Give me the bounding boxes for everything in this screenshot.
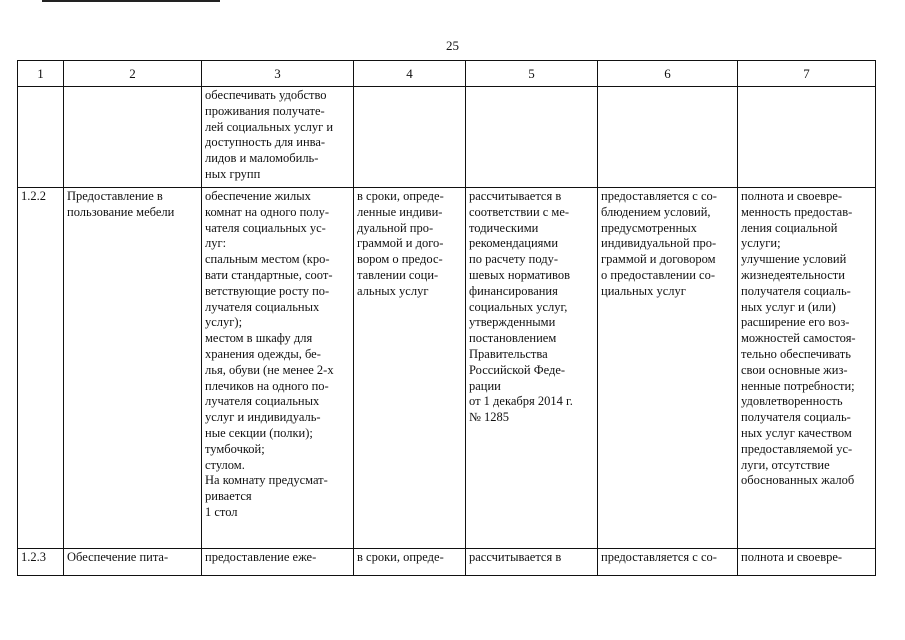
cell-text-line: в сроки, опреде-: [357, 550, 444, 564]
cell-text-line: предоставление еже-: [205, 550, 317, 564]
terms-cell: [354, 549, 466, 576]
norm-cell: [466, 188, 598, 549]
service-name-cell: [64, 87, 202, 188]
cell-text-line: На комнату предусмат-: [205, 473, 328, 488]
cell-text-line: хранения одежды, бе-: [205, 346, 321, 361]
cell-text-line: обеспечение жилых: [205, 189, 311, 203]
page-number: 25: [446, 38, 459, 53]
row-number-cell: [18, 87, 64, 188]
cell-text-line: менность предостав-: [741, 204, 853, 219]
cell-text-line: лучателя социальных: [205, 299, 320, 314]
content-cell: [202, 549, 354, 576]
cell-text-line: предоставляется с со-: [601, 189, 717, 203]
cell-text-line: услуг и индивидуаль-: [205, 410, 321, 425]
cell-text-line: лучателя социальных: [205, 394, 320, 409]
cell-text-line: постановлением: [469, 331, 557, 346]
cell-text-line: граммой и дого-: [357, 236, 444, 251]
conditions-cell: [598, 549, 738, 576]
quality-cell: [738, 188, 876, 549]
cell-text-line: плечиков на одного по-: [205, 378, 329, 393]
cell-text-line: рассчитывается в: [469, 189, 562, 203]
top-rule: [42, 0, 220, 2]
cell-text-line: обоснованных жалоб: [741, 473, 855, 488]
cell-text-line: дуальной про-: [357, 220, 434, 235]
terms-cell: [354, 87, 466, 188]
header-cell: 1: [18, 61, 64, 87]
cell-text-line: услуги;: [741, 236, 781, 251]
cell-text-line: ветствующие росту по-: [205, 283, 330, 298]
cell-text-line: комнат на одного полу-: [205, 204, 330, 219]
cell-text-line: луг:: [205, 236, 227, 251]
cell-text-line: рекомендациями: [469, 236, 559, 251]
cell-text-line: ных услуг качеством: [741, 425, 852, 440]
cell-text-line: от 1 декабря 2014 г.: [469, 394, 573, 409]
services-table: [17, 60, 876, 576]
content-cell: [202, 188, 354, 549]
terms-cell: [354, 188, 466, 549]
header-cell: 5: [466, 61, 598, 87]
cell-text-line: можностей самостоя-: [741, 331, 856, 346]
cell-text-line: полнота и своевре-: [741, 189, 843, 203]
cell-text-line: улучшение условий: [741, 252, 847, 267]
cell-text-line: проживания получате-: [205, 103, 325, 118]
content-cell: [202, 87, 354, 188]
cell-text-line: индивидуальной про-: [601, 236, 717, 251]
cell-text-line: рации: [469, 378, 501, 393]
header-cell: 6: [598, 61, 738, 87]
cell-text-line: обеспечивать удобство: [205, 88, 327, 102]
cell-text-line: жизнедеятельности: [741, 267, 845, 282]
cell-text-line: лья, обуви (не менее 2-х: [205, 362, 334, 377]
cell-text-line: граммой и договором: [601, 252, 716, 267]
cell-text-line: в сроки, опреде-: [357, 189, 444, 203]
cell-text-line: утвержденными: [469, 315, 556, 330]
conditions-cell: [598, 188, 738, 549]
cell-text-line: удовлетворенность: [741, 394, 843, 409]
cell-text-line: доступность для инва-: [205, 135, 326, 150]
norm-cell: [466, 87, 598, 188]
cell-text-line: стулом.: [205, 457, 245, 472]
cell-text-line: шевых нормативов: [469, 267, 571, 282]
conditions-cell: [598, 87, 738, 188]
quality-cell: [738, 549, 876, 576]
cell-text-line: № 1285: [469, 410, 510, 425]
cell-text-line: услуг);: [205, 315, 243, 330]
cell-text-line: тавлении соци-: [357, 267, 439, 282]
cell-text-line: ненные потребности;: [741, 378, 855, 393]
cell-text-line: полнота и своевре-: [741, 550, 843, 564]
header-cell: 7: [738, 61, 876, 87]
cell-text-line: чателя социальных ус-: [205, 220, 326, 235]
service-name-cell: [64, 549, 202, 576]
cell-text-line: альных услуг: [357, 283, 429, 298]
cell-text-line: расширение его воз-: [741, 315, 850, 330]
cell-text-line: соответствии с ме-: [469, 204, 570, 219]
cell-text-line: Предоставление в: [67, 189, 163, 203]
cell-text-line: местом в шкафу для: [205, 331, 313, 346]
cell-text-line: ления социальной: [741, 220, 838, 235]
cell-text-line: ные секции (полки);: [205, 425, 313, 440]
cell-text-line: о предоставлении со-: [601, 267, 716, 282]
norm-cell: [466, 549, 598, 576]
cell-text-line: получателя социаль-: [741, 283, 851, 298]
cell-text-line: предоставляемой ус-: [741, 441, 853, 456]
quality-cell: [738, 87, 876, 188]
table-row: [18, 87, 876, 188]
cell-text-line: тельно обеспечивать: [741, 346, 851, 361]
cell-text-line: спальным местом (кро-: [205, 252, 330, 267]
cell-text-line: ленные индиви-: [357, 204, 443, 219]
cell-text-line: вором о предос-: [357, 252, 443, 267]
cell-text-line: тодическими: [469, 220, 539, 235]
table-header-row: [18, 61, 876, 87]
cell-text-line: предусмотренных: [601, 220, 697, 235]
cell-text-line: ных групп: [205, 166, 261, 181]
table-row: [18, 549, 876, 576]
header-cell: 3: [202, 61, 354, 87]
cell-text-line: блюдением условий,: [601, 204, 711, 219]
row-number-cell: 1.2.3: [18, 549, 64, 576]
cell-text-line: Правительства: [469, 346, 548, 361]
cell-text-line: лей социальных услуг и: [205, 119, 334, 134]
row-number-cell: 1.2.2: [18, 188, 64, 549]
cell-text-line: по расчету поду-: [469, 252, 559, 267]
cell-text-line: луги, отсутствие: [741, 457, 830, 472]
header-cell: 2: [64, 61, 202, 87]
cell-text-line: рассчитывается в: [469, 550, 562, 564]
cell-text-line: тумбочкой;: [205, 441, 265, 456]
header-cell: 4: [354, 61, 466, 87]
cell-text-line: ривается: [205, 489, 252, 504]
cell-text-line: ных услуг и (или): [741, 299, 836, 314]
cell-text-line: 1 стол: [205, 504, 238, 519]
cell-text-line: циальных услуг: [601, 283, 686, 298]
cell-text-line: предоставляется с со-: [601, 550, 717, 564]
cell-text-line: вати стандартные, соот-: [205, 267, 333, 282]
cell-text-line: пользование мебели: [67, 204, 175, 219]
cell-text-line: социальных услуг,: [469, 299, 568, 314]
cell-text-line: лидов и маломобиль-: [205, 151, 319, 166]
cell-text-line: свои основные жиз-: [741, 362, 848, 377]
cell-text-line: получателя социаль-: [741, 410, 851, 425]
cell-text-line: Обеспечение пита-: [67, 550, 169, 564]
table-row: [18, 188, 876, 549]
service-name-cell: [64, 188, 202, 549]
cell-text-line: финансирования: [469, 283, 558, 298]
cell-text-line: Российской Феде-: [469, 362, 566, 377]
